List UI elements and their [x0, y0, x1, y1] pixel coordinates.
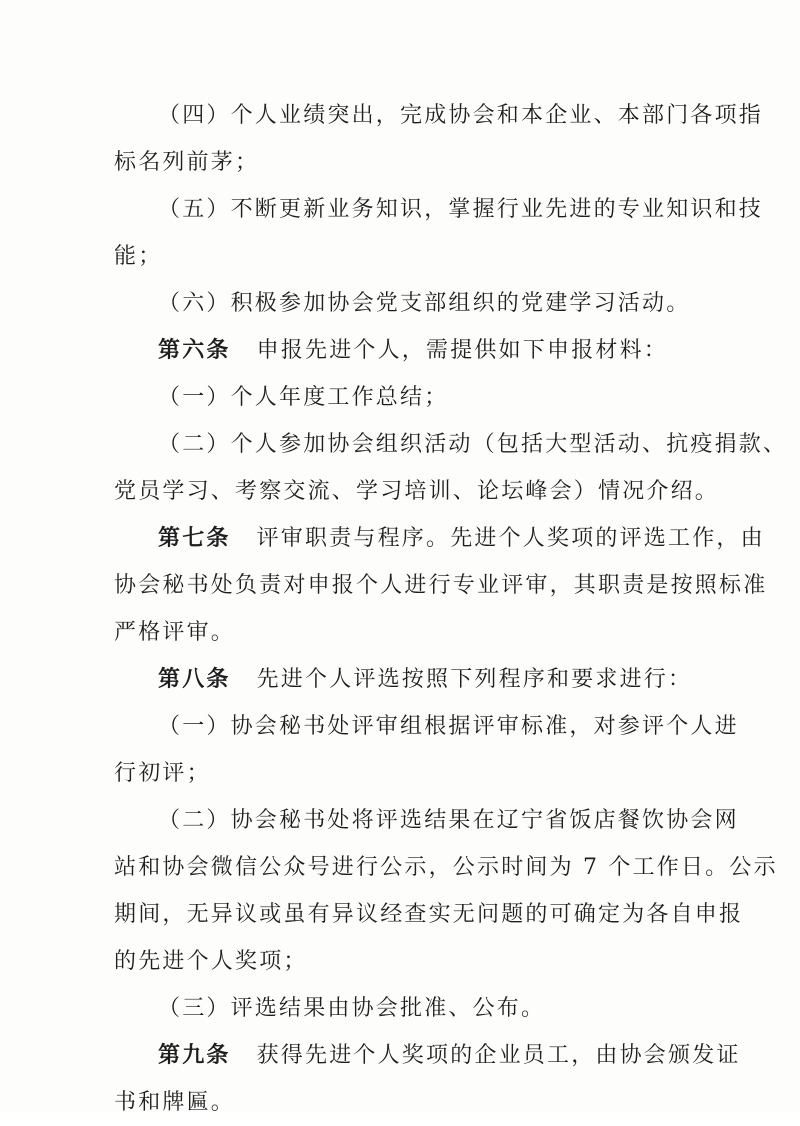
paragraph-line: 的先进个人奖项； — [114, 949, 308, 974]
paragraph-line: （四）个人业绩突出，完成协会和本企业、本部门各项指 — [158, 103, 764, 128]
paragraph-line: 标名列前茅； — [114, 150, 260, 175]
paragraph-line: 能； — [114, 244, 163, 269]
paragraph-line: 期间，无异议或虽有异议经查实无问题的可确定为各自申报 — [114, 902, 744, 927]
paragraph-line: （一）协会秘书处评审组根据评审标准，对参评个人进 — [158, 714, 739, 739]
paragraph-line: 站和协会微信公众号进行公示，公示时间为 7 个工作日。公示 — [114, 855, 778, 880]
paragraph-line: （六）积极参加协会党支部组织的党建学习活动。 — [158, 291, 691, 316]
document-body — [114, 92, 788, 1126]
paragraph-line: 书和牌匾。 — [114, 1090, 236, 1115]
article-line — [114, 1032, 741, 1079]
article-heading: 第八条 — [158, 666, 231, 692]
paragraph-line: （三）评选结果由协会批准、公布。 — [158, 996, 546, 1021]
article-text: 评审职责与程序。先进个人奖项的评选工作，由 — [256, 526, 765, 551]
paragraph-line: 严格评审。 — [114, 620, 236, 645]
article-heading: 第六条 — [158, 337, 231, 363]
article-line — [114, 327, 694, 374]
paragraph-line: （二）协会秘书处将评选结果在辽宁省饭店餐饮协会网 — [158, 808, 739, 833]
article-text: 申报先进个人，需提供如下申报材料： — [256, 338, 669, 363]
article-heading: 第七条 — [158, 525, 231, 551]
article-line — [114, 656, 694, 703]
paragraph-line: 行初评； — [114, 761, 211, 786]
article-text: 获得先进个人奖项的企业员工，由协会颁发证 — [256, 1043, 741, 1068]
article-text: 先进个人评选按照下列程序和要求进行： — [256, 667, 693, 692]
paragraph-line: （五）不断更新业务知识，掌握行业先进的专业知识和技 — [158, 197, 764, 222]
paragraph-line: （一）个人年度工作总结； — [158, 385, 449, 410]
article-line — [114, 515, 765, 562]
paragraph-line: 协会秘书处负责对申报个人进行专业评审，其职责是按照标准 — [114, 573, 768, 598]
article-heading: 第九条 — [158, 1042, 231, 1068]
paragraph-line: 党员学习、考察交流、学习培训、论坛峰会）情况介绍。 — [114, 479, 720, 504]
paragraph-line: （二）个人参加协会组织活动（包括大型活动、抗疫捐款、 — [158, 432, 788, 457]
